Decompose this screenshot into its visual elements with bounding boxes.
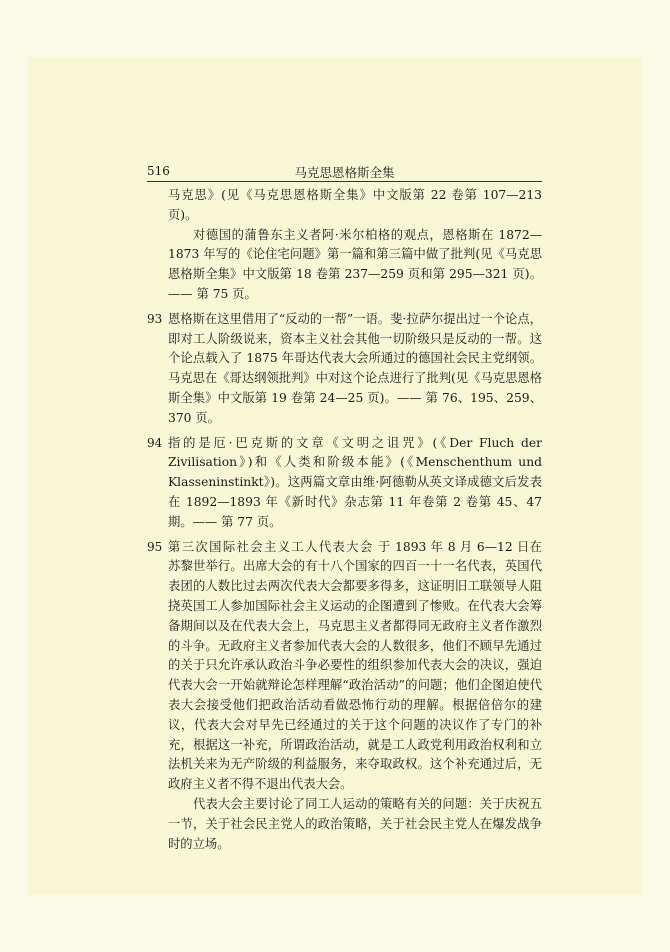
page-header xyxy=(147,161,542,183)
note-text xyxy=(168,538,542,795)
note-number: 95 xyxy=(147,539,163,554)
header-rule xyxy=(147,181,542,182)
note-95 xyxy=(147,538,542,855)
note-continuation xyxy=(147,186,542,305)
running-title: 马克思恩格斯全集 xyxy=(294,165,395,180)
note-94 xyxy=(147,434,542,533)
continuation-line: 马克思》(见《马克思恩格斯全集》中文版第 22 卷第 107—213 页)。 xyxy=(168,188,542,222)
note-93 xyxy=(147,310,542,429)
page-number: 516 xyxy=(147,164,170,178)
note-text: 指的是厄·巴克斯的文章《文明之诅咒》(《Der Fluch der Zivilisation》)和《人类和阶级本能》(《Menschenthum und Klasseninstinkt》)。这两篇文章由维·阿德勒从英文译成德文后发表在 1892—1893 年《新时代》杂志第 11 年卷第 2 卷第 45、47 期。—— 第 77 页。 xyxy=(168,435,542,529)
page-body xyxy=(147,186,542,854)
note-number: 94 xyxy=(147,435,163,450)
note-text: 恩格斯在这里借用了“反动的一帮”一语。斐·拉萨尔提出过一个论点，即对工人阶级说来，资本主义社会其他一切阶级只是反动的一帮。这个论点载入了 1875 年哥达代表大会所通过的德国社会民主党纲领。马克思在《哥达纲领批判》中对这个论点进行了批判(见《马克思恩格斯全集》中文版第 19 卷第 24—25 页)。—— 第 76、195、259、370 页。 xyxy=(168,311,542,425)
note-text-body: 于 1893 年 8 月 6—12 日在苏黎世举行。出席大会的有十八个国家的四百一十一名代表，英国代表团的人数比过去两次代表大会都要多得多，这证明旧工联领导人阻挠英国工人参加国际社会主义运动的企图遭到了惨败。在代表大会筹备期间以及在代表大会上，马克思主义者都得同无政府主义者作激烈的斗争。无政府主义者参加代表大会的人数很多，他们不顾早先通过的关于只允许承认政治斗争必要性的组织参加代表大会的决议，强迫代表大会一开始就辩论怎样理解“政治活动”的问题；他们企图迫使代表大会接受他们把政治活动看做恐怖行动的理解。根据倍倍尔的建议，代表大会对早先已经通过的关于这个问题的决议作了专门的补充，根据这一补充，所谓政治活动，就是工人政党利用政治权利和立法机关来为无产阶级的利益服务，来夺取政权。这个补充通过后，无政府主义者不得不退出代表大会。 xyxy=(168,539,542,792)
continuation-paragraph: 对德国的蒲鲁东主义者阿·米尔柏格的观点，恩格斯在 1872—1873 年写的《论住宅问题》第一篇和第三篇中做了批判(见《马克思恩格斯全集》中文版第 18 卷第 237—259 页和第 295—321 页)。—— 第 75 页。 xyxy=(168,227,542,301)
note-title: 第三次国际社会主义工人代表大会 xyxy=(168,539,374,554)
note-paragraph-2: 代表大会主要讨论了同工人运动的策略有关的问题：关于庆祝五一节，关于社会民主党人的政治策略，关于社会民主党人在爆发战争时的立场。 xyxy=(168,796,542,851)
note-number: 93 xyxy=(147,311,163,326)
